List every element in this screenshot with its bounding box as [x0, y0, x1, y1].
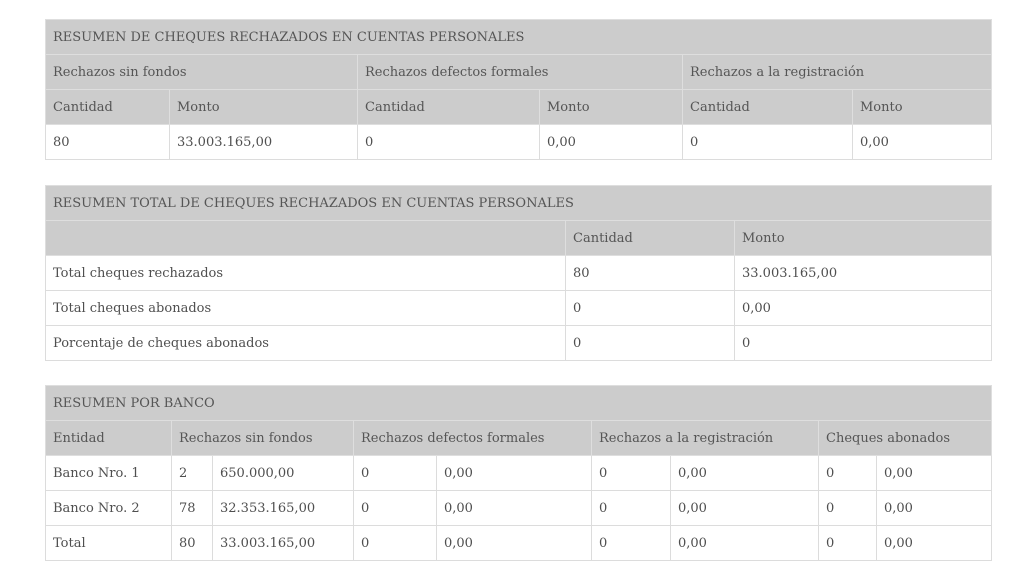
row-label: Banco Nro. 1: [46, 456, 172, 491]
group-header-defectos-formales: Rechazos defectos formales: [358, 55, 683, 90]
cell-value: 0: [592, 491, 671, 526]
cell-value: 0,00: [853, 125, 992, 160]
cell-value: 0: [592, 526, 671, 561]
cheques-rechazados-summary-table: [45, 19, 992, 160]
cell-value: 650.000,00: [213, 456, 354, 491]
column-header-cantidad: Cantidad: [683, 90, 853, 125]
group-header-registracion: Rechazos a la registración: [592, 421, 819, 456]
group-header-cheques-abonados: Cheques abonados: [819, 421, 992, 456]
table-title: RESUMEN DE CHEQUES RECHAZADOS EN CUENTAS PERSONALES: [46, 20, 992, 55]
cell-value: 0: [683, 125, 853, 160]
table-row: [46, 125, 992, 160]
column-header-empty: [46, 221, 566, 256]
cell-value: 0: [819, 526, 877, 561]
row-label: Total cheques abonados: [46, 291, 566, 326]
column-header-monto: Monto: [540, 90, 683, 125]
table-row: [46, 256, 992, 291]
column-header-monto: Monto: [853, 90, 992, 125]
group-header-defectos-formales: Rechazos defectos formales: [354, 421, 592, 456]
column-header-cantidad: Cantidad: [46, 90, 170, 125]
cell-value: 0: [358, 125, 540, 160]
cell-value: 32.353.165,00: [213, 491, 354, 526]
row-label: Total: [46, 526, 172, 561]
cell-value: 0: [566, 291, 735, 326]
cell-value: 0,00: [540, 125, 683, 160]
cell-value: 0,00: [437, 491, 592, 526]
table-row: [46, 326, 992, 361]
table-row: [46, 491, 992, 526]
cell-value: 0,00: [437, 526, 592, 561]
column-header-cantidad: Cantidad: [566, 221, 735, 256]
column-header-monto: Monto: [170, 90, 358, 125]
cell-value: 0: [735, 326, 992, 361]
table-title: RESUMEN TOTAL DE CHEQUES RECHAZADOS EN CUENTAS PERSONALES: [46, 186, 992, 221]
cell-value: 0,00: [877, 456, 992, 491]
cell-value: 33.003.165,00: [170, 125, 358, 160]
row-label: Banco Nro. 2: [46, 491, 172, 526]
cell-value: 0: [354, 491, 437, 526]
cell-value: 0,00: [671, 491, 819, 526]
cell-value: 0,00: [877, 526, 992, 561]
resumen-por-banco-table: [45, 385, 992, 561]
cell-value: 80: [566, 256, 735, 291]
group-header-registracion: Rechazos a la registración: [683, 55, 992, 90]
table-row: [46, 526, 992, 561]
cell-value: 0,00: [735, 291, 992, 326]
cell-value: 33.003.165,00: [213, 526, 354, 561]
cell-value: 2: [172, 456, 213, 491]
cell-value: 0: [819, 491, 877, 526]
cell-value: 0: [592, 456, 671, 491]
cell-value: 0,00: [671, 456, 819, 491]
cell-value: 0: [566, 326, 735, 361]
row-label: Porcentaje de cheques abonados: [46, 326, 566, 361]
cell-value: 0: [819, 456, 877, 491]
cell-value: 0,00: [671, 526, 819, 561]
group-header-sin-fondos: Rechazos sin fondos: [172, 421, 354, 456]
cell-value: 0: [354, 456, 437, 491]
cell-value: 0,00: [437, 456, 592, 491]
total-cheques-summary-table: [45, 185, 992, 361]
cell-value: 78: [172, 491, 213, 526]
cell-value: 80: [172, 526, 213, 561]
group-header-sin-fondos: Rechazos sin fondos: [46, 55, 358, 90]
cell-value: 33.003.165,00: [735, 256, 992, 291]
cell-value: 0: [354, 526, 437, 561]
column-header-cantidad: Cantidad: [358, 90, 540, 125]
cell-value: 0,00: [877, 491, 992, 526]
column-header-monto: Monto: [735, 221, 992, 256]
cell-value: 80: [46, 125, 170, 160]
row-label: Total cheques rechazados: [46, 256, 566, 291]
column-header-entidad: Entidad: [46, 421, 172, 456]
table-row: [46, 291, 992, 326]
table-title: RESUMEN POR BANCO: [46, 386, 992, 421]
table-row: [46, 456, 992, 491]
